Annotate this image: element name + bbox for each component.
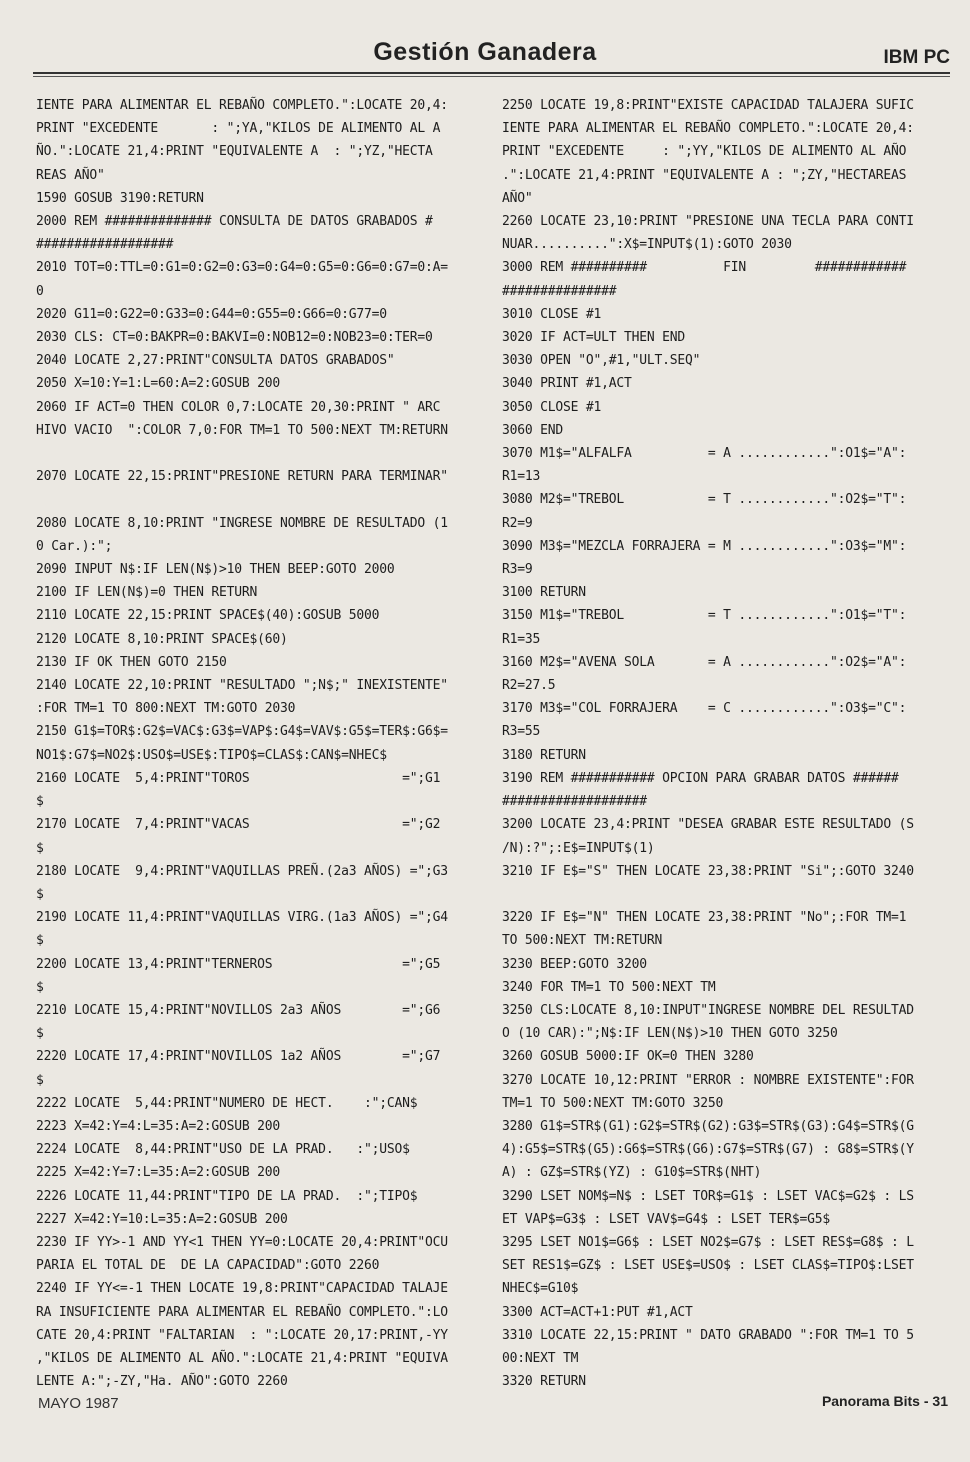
- code-line: 2150 G1$=TOR$:G2$=VAC$:G3$=VAP$:G4$=VAV$:G5$=TER$:G6$=: [36, 724, 448, 740]
- code-line: LENTE A:";-ZY,"Ha. AÑO":GOTO 2260: [36, 1374, 288, 1390]
- code-line: 2220 LOCATE 17,4:PRINT"NOVILLOS 1a2 AÑOS =";G7: [36, 1049, 441, 1065]
- code-line: 3160 M2$="AVENA SOLA = A ............":O2$="A":: [502, 654, 907, 670]
- code-line: 2030 CLS: CT=0:BAKPR=0:BAKVI=0:NOB12=0:NOB23=0:TER=0: [36, 330, 433, 346]
- code-line: 3280 G1$=STR$(G1):G2$=STR$(G2):G3$=STR$(G3):G4$=STR$(G: [502, 1118, 914, 1134]
- code-line: 3180 RETURN: [502, 747, 586, 763]
- code-line: 3040 PRINT #1,ACT: [502, 376, 632, 392]
- code-line: 4):G5$=STR$(G5):G6$=STR$(G6):G7$=STR$(G7) : G8$=STR$(Y: [502, 1142, 914, 1158]
- code-line: 3200 LOCATE 23,4:PRINT "DESEA GRABAR ESTE RESULTADO (S: [502, 817, 914, 833]
- code-line: ÑO.":LOCATE 21,4:PRINT "EQUIVALENTE A : ";YZ,"HECTA: [36, 144, 433, 160]
- code-line: ###############: [502, 283, 617, 299]
- code-line: $: [36, 1072, 44, 1088]
- right-code-column: [502, 94, 952, 1393]
- code-line: /N):?";:E$=INPUT$(1): [502, 840, 655, 856]
- code-line: 1590 GOSUB 3190:RETURN: [36, 190, 204, 206]
- code-line: 2070 LOCATE 22,15:PRINT"PRESIONE RETURN PARA TERMINAR": [36, 469, 448, 485]
- code-line: 2090 INPUT N$:IF LEN(N$)>10 THEN BEEP:GOTO 2000: [36, 562, 395, 578]
- code-line: 2180 LOCATE 9,4:PRINT"VAQUILLAS PREÑ.(2a3 AÑOS) =";G3: [36, 863, 448, 879]
- code-line: 3000 REM ########## FIN ############: [502, 260, 907, 276]
- code-line: R1=13: [502, 469, 541, 485]
- code-line: ##################: [36, 237, 174, 253]
- platform-label: IBM PC: [883, 47, 950, 68]
- code-line: $: [36, 840, 44, 856]
- code-line: 3300 ACT=ACT+1:PUT #1,ACT: [502, 1304, 693, 1320]
- code-line: R1=35: [502, 631, 541, 647]
- code-line: 3030 OPEN "O",#1,"ULT.SEQ": [502, 353, 701, 369]
- code-line: 2226 LOCATE 11,44:PRINT"TIPO DE LA PRAD. :";TIPO$: [36, 1188, 418, 1204]
- issue-date: MAYO 1987: [38, 1395, 119, 1412]
- code-line: 2227 X=42:Y=10:L=35:A=2:GOSUB 200: [36, 1211, 288, 1227]
- code-line: 0: [36, 283, 44, 299]
- code-line: 2140 LOCATE 22,10:PRINT "RESULTADO ";N$;" INEXISTENTE": [36, 678, 448, 694]
- code-line: 3100 RETURN: [502, 585, 586, 601]
- code-line: 2050 X=10:Y=1:L=60:A=2:GOSUB 200: [36, 376, 281, 392]
- code-line: 3170 M3$="COL FORRAJERA = C ............":O3$="C":: [502, 701, 907, 717]
- code-line: 2223 X=42:Y=4:L=35:A=2:GOSUB 200: [36, 1118, 281, 1134]
- code-line: ###################: [502, 794, 647, 810]
- code-line: [36, 488, 484, 511]
- code-line: 2120 LOCATE 8,10:PRINT SPACE$(60): [36, 631, 288, 647]
- code-line: IENTE PARA ALIMENTAR EL REBAÑO COMPLETO.":LOCATE 20,4:: [502, 121, 914, 137]
- code-line: $: [36, 933, 44, 949]
- code-line: IENTE PARA ALIMENTAR EL REBAÑO COMPLETO.":LOCATE 20,4:: [36, 98, 448, 113]
- code-line: 3290 LSET NOM$=N$ : LSET TOR$=G1$ : LSET VAC$=G2$ : LS: [502, 1188, 914, 1204]
- code-line: 3010 CLOSE #1: [502, 306, 602, 322]
- header-rule-thin: [33, 76, 950, 77]
- code-line: TM=1 TO 500:NEXT TM:GOTO 3250: [502, 1095, 724, 1111]
- code-line: :FOR TM=1 TO 800:NEXT TM:GOTO 2030: [36, 701, 296, 717]
- code-line: .":LOCATE 21,4:PRINT "EQUIVALENTE A : ";ZY,"HECTAREAS: [502, 167, 907, 183]
- code-line: 3270 LOCATE 10,12:PRINT "ERROR : NOMBRE EXISTENTE":FOR: [502, 1072, 914, 1088]
- code-line: PARIA EL TOTAL DE DE LA CAPACIDAD":GOTO 2260: [36, 1258, 380, 1274]
- code-line: CATE 20,4:PRINT "FALTARIAN : ":LOCATE 20,17:PRINT,-YY: [36, 1327, 448, 1343]
- code-line: RA INSUFICIENTE PARA ALIMENTAR EL REBAÑO COMPLETO.":LO: [36, 1304, 448, 1320]
- code-line: NHEC$=G10$: [502, 1281, 579, 1297]
- code-line: 3050 CLOSE #1: [502, 399, 602, 415]
- code-line: 3220 IF E$="N" THEN LOCATE 23,38:PRINT "No";:FOR TM=1: [502, 910, 907, 926]
- page-header: [0, 0, 970, 80]
- code-line: 2110 LOCATE 22,15:PRINT SPACE$(40):GOSUB 5000: [36, 608, 380, 624]
- code-line: R3=9: [502, 562, 533, 578]
- code-line: 3150 M1$="TREBOL = T ............":O1$="T":: [502, 608, 907, 624]
- code-line: TO 500:NEXT TM:RETURN: [502, 933, 663, 949]
- code-line: 2222 LOCATE 5,44:PRINT"NUMERO DE HECT. :";CAN$: [36, 1095, 418, 1111]
- code-line: $: [36, 979, 44, 995]
- code-line: 2230 IF YY>-1 AND YY<1 THEN YY=0:LOCATE 20,4:PRINT"OCU: [36, 1234, 448, 1250]
- code-line: HIVO VACIO ":COLOR 7,0:FOR TM=1 TO 500:NEXT TM:RETURN: [36, 422, 448, 438]
- code-line: 3020 IF ACT=ULT THEN END: [502, 330, 686, 346]
- code-line: 2250 LOCATE 19,8:PRINT"EXISTE CAPACIDAD TALAJERA SUFIC: [502, 98, 914, 113]
- code-line: NO1$:G7$=NO2$:USO$=USE$:TIPO$=CLAS$:CAN$=NHEC$: [36, 747, 387, 763]
- code-line: O (10 CAR):";N$:IF LEN(N$)>10 THEN GOTO 3250: [502, 1026, 838, 1042]
- code-line: 2100 IF LEN(N$)=0 THEN RETURN: [36, 585, 258, 601]
- code-line: 2260 LOCATE 23,10:PRINT "PRESIONE UNA TECLA PARA CONTI: [502, 214, 914, 230]
- code-line: 3320 RETURN: [502, 1374, 586, 1390]
- code-line: 2010 TOT=0:TTL=0:G1=0:G2=0:G3=0:G4=0:G5=0:G6=0:G7=0:A=: [36, 260, 448, 276]
- code-line: 2240 IF YY<=-1 THEN LOCATE 19,8:PRINT"CAPACIDAD TALAJE: [36, 1281, 448, 1297]
- code-line: 00:NEXT TM: [502, 1350, 579, 1366]
- code-line: 3210 IF E$="S" THEN LOCATE 23,38:PRINT "Si";:GOTO 3240: [502, 863, 914, 879]
- code-line: R3=55: [502, 724, 541, 740]
- code-line: [36, 442, 484, 465]
- code-line: 2000 REM ############## CONSULTA DE DATOS GRABADOS #: [36, 214, 433, 230]
- code-line: $: [36, 1026, 44, 1042]
- code-line: 2020 G11=0:G22=0:G33=0:G44=0:G55=0:G66=0:G77=0: [36, 306, 387, 322]
- code-line: $: [36, 794, 44, 810]
- header-rule: [33, 72, 950, 74]
- page-title: Gestión Ganadera: [373, 38, 597, 66]
- code-line: 0 Car.):";: [36, 538, 113, 554]
- code-line: $: [36, 886, 44, 902]
- code-line: 3070 M1$="ALFALFA = A ............":O1$="A":: [502, 446, 907, 462]
- code-line: 2200 LOCATE 13,4:PRINT"TERNEROS =";G5: [36, 956, 441, 972]
- code-line: AÑO": [502, 190, 533, 206]
- code-line: A) : GZ$=STR$(YZ) : G10$=STR$(NHT): [502, 1165, 762, 1181]
- code-line: 3260 GOSUB 5000:IF OK=0 THEN 3280: [502, 1049, 754, 1065]
- code-line: PRINT "EXCEDENTE : ";YY,"KILOS DE ALIMENTO AL AÑO: [502, 144, 907, 160]
- code-line: 2225 X=42:Y=7:L=35:A=2:GOSUB 200: [36, 1165, 281, 1181]
- code-line: 2224 LOCATE 8,44:PRINT"USO DE LA PRAD. :";USO$: [36, 1142, 410, 1158]
- code-line: 2060 IF ACT=0 THEN COLOR 0,7:LOCATE 20,30:PRINT " ARC: [36, 399, 441, 415]
- code-line: 3090 M3$="MEZCLA FORRAJERA = M ............":O3$="M":: [502, 538, 907, 554]
- code-line: 3060 END: [502, 422, 564, 438]
- code-line: 2210 LOCATE 15,4:PRINT"NOVILLOS 2a3 AÑOS =";G6: [36, 1002, 441, 1018]
- code-line: 3230 BEEP:GOTO 3200: [502, 956, 647, 972]
- code-line: 2190 LOCATE 11,4:PRINT"VAQUILLAS VIRG.(1a3 AÑOS) =";G4: [36, 910, 448, 926]
- code-line: NUAR..........":X$=INPUT$(1):GOTO 2030: [502, 237, 792, 253]
- code-line: R2=9: [502, 515, 533, 531]
- code-line: 3190 REM ########### OPCION PARA GRABAR DATOS ######: [502, 770, 899, 786]
- code-line: 3080 M2$="TREBOL = T ............":O2$="T":: [502, 492, 907, 508]
- code-line: 3310 LOCATE 22,15:PRINT " DATO GRABADO ":FOR TM=1 TO 5: [502, 1327, 914, 1343]
- code-line: 3295 LSET NO1$=G6$ : LSET NO2$=G7$ : LSET RES$=G8$ : L: [502, 1234, 914, 1250]
- code-line: 2170 LOCATE 7,4:PRINT"VACAS =";G2: [36, 817, 441, 833]
- code-line: SET RES1$=GZ$ : LSET USE$=USO$ : LSET CLAS$=TIPO$:LSET: [502, 1258, 914, 1274]
- code-line: PRINT "EXCEDENTE : ";YA,"KILOS DE ALIMENTO AL A: [36, 121, 441, 137]
- code-line: 3240 FOR TM=1 TO 500:NEXT TM: [502, 979, 716, 995]
- code-line: 2130 IF OK THEN GOTO 2150: [36, 654, 227, 670]
- code-line: ,"KILOS DE ALIMENTO AL AÑO.":LOCATE 21,4:PRINT "EQUIVA: [36, 1350, 448, 1366]
- code-line: REAS AÑO": [36, 167, 105, 183]
- code-line: 2080 LOCATE 8,10:PRINT "INGRESE NOMBRE DE RESULTADO (1: [36, 515, 448, 531]
- code-line: R2=27.5: [502, 678, 556, 694]
- left-code-column: [36, 94, 484, 1393]
- code-line: ET VAP$=G3$ : LSET VAV$=G4$ : LSET TER$=G5$: [502, 1211, 830, 1227]
- code-line: 3250 CLS:LOCATE 8,10:INPUT"INGRESE NOMBRE DEL RESULTAD: [502, 1002, 914, 1018]
- code-line: [502, 883, 952, 906]
- code-line: 2160 LOCATE 5,4:PRINT"TOROS =";G1: [36, 770, 441, 786]
- code-line: 2040 LOCATE 2,27:PRINT"CONSULTA DATOS GRABADOS": [36, 353, 395, 369]
- page-number: Panorama Bits - 31: [821, 1393, 948, 1409]
